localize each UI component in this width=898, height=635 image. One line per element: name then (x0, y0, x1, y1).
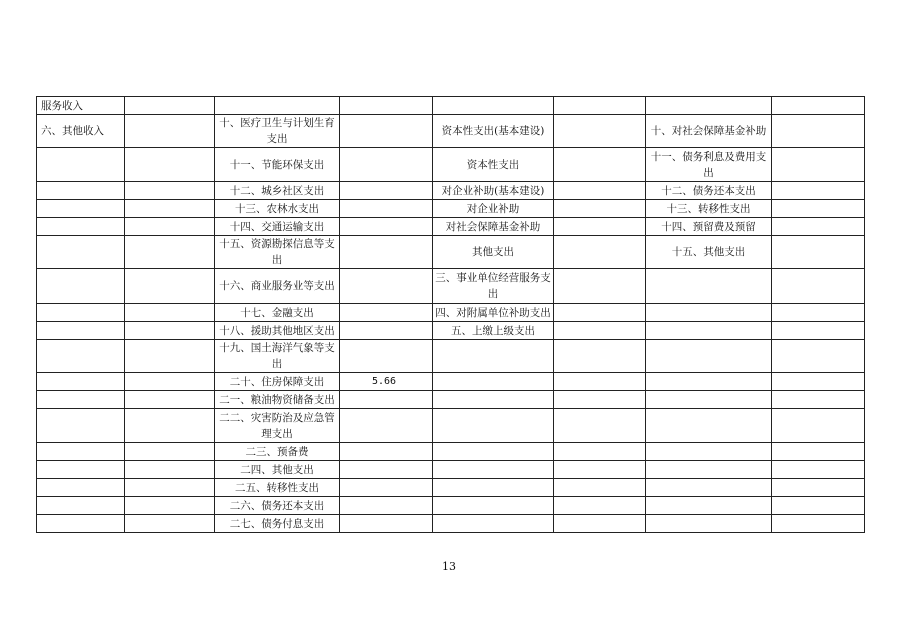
economic-amount-cell (554, 391, 646, 409)
table-row (37, 304, 865, 322)
fund-amount-cell (772, 409, 865, 443)
economic-item-cell: 五、上缴上级支出 (433, 322, 554, 340)
fund-amount-cell (772, 182, 865, 200)
income-amount-cell (125, 148, 215, 182)
fund-item-cell: 十五、其他支出 (646, 236, 772, 269)
table-row (37, 97, 865, 115)
economic-item-cell (433, 391, 554, 409)
economic-amount-cell (554, 218, 646, 236)
table-row (37, 373, 865, 391)
table-row (37, 391, 865, 409)
expense-amount-cell (340, 115, 433, 148)
fund-amount-cell (772, 340, 865, 373)
fund-item-cell (646, 409, 772, 443)
economic-amount-cell (554, 115, 646, 148)
fund-amount-cell (772, 461, 865, 479)
fund-amount-cell (772, 373, 865, 391)
income-item-cell (37, 269, 125, 304)
income-item-cell: 服务收入 (37, 97, 125, 115)
economic-item-cell (433, 461, 554, 479)
income-amount-cell (125, 115, 215, 148)
income-item-cell (37, 479, 125, 497)
expense-amount-cell (340, 200, 433, 218)
expense-amount-cell (340, 182, 433, 200)
table-row (37, 200, 865, 218)
expense-amount-cell (340, 409, 433, 443)
fund-item-cell: 十二、债务还本支出 (646, 182, 772, 200)
expense-category-cell: 十四、交通运输支出 (215, 218, 340, 236)
page-number: 13 (442, 560, 456, 573)
expense-category-cell: 十二、城乡社区支出 (215, 182, 340, 200)
income-amount-cell (125, 97, 215, 115)
economic-item-cell: 对社会保障基金补助 (433, 218, 554, 236)
income-amount-cell (125, 236, 215, 269)
fund-item-cell: 十三、转移性支出 (646, 200, 772, 218)
economic-amount-cell (554, 443, 646, 461)
expense-category-cell: 十五、资源勘探信息等支出 (215, 236, 340, 269)
economic-amount-cell (554, 322, 646, 340)
income-amount-cell (125, 461, 215, 479)
income-item-cell (37, 322, 125, 340)
table-row (37, 218, 865, 236)
expense-amount-cell (340, 497, 433, 515)
fund-amount-cell (772, 269, 865, 304)
income-amount-cell (125, 269, 215, 304)
economic-item-cell: 四、对附属单位补助支出 (433, 304, 554, 322)
table-row (37, 236, 865, 269)
economic-item-cell (433, 409, 554, 443)
income-amount-cell (125, 340, 215, 373)
expense-amount-cell (340, 443, 433, 461)
income-item-cell (37, 443, 125, 461)
fund-amount-cell (772, 218, 865, 236)
fund-item-cell (646, 443, 772, 461)
expense-category-cell: 二四、其他支出 (215, 461, 340, 479)
expense-amount-cell (340, 515, 433, 533)
income-amount-cell (125, 322, 215, 340)
fund-item-cell (646, 515, 772, 533)
fund-amount-cell (772, 515, 865, 533)
income-item-cell (37, 409, 125, 443)
income-item-cell (37, 515, 125, 533)
economic-amount-cell (554, 182, 646, 200)
table-row (37, 497, 865, 515)
income-item-cell (37, 391, 125, 409)
fund-amount-cell (772, 115, 865, 148)
table-row (37, 461, 865, 479)
table-row (37, 340, 865, 373)
income-item-cell (37, 304, 125, 322)
expense-amount-cell (340, 391, 433, 409)
income-amount-cell (125, 497, 215, 515)
table-row (37, 443, 865, 461)
income-item-cell (37, 148, 125, 182)
economic-item-cell (433, 373, 554, 391)
expense-category-cell: 十、医疗卫生与计划生育支出 (215, 115, 340, 148)
income-amount-cell (125, 391, 215, 409)
fund-item-cell (646, 304, 772, 322)
expense-category-cell: 十六、商业服务业等支出 (215, 269, 340, 304)
economic-amount-cell (554, 479, 646, 497)
table-row (37, 148, 865, 182)
economic-item-cell (433, 515, 554, 533)
income-amount-cell (125, 304, 215, 322)
table-row (37, 479, 865, 497)
income-item-cell (37, 218, 125, 236)
income-amount-cell (125, 200, 215, 218)
expense-amount-cell (340, 218, 433, 236)
expense-amount-cell: 5.66 (340, 373, 433, 391)
economic-item-cell: 三、事业单位经营服务支出 (433, 269, 554, 304)
economic-amount-cell (554, 148, 646, 182)
income-item-cell (37, 200, 125, 218)
fund-item-cell (646, 269, 772, 304)
fund-item-cell (646, 479, 772, 497)
economic-amount-cell (554, 497, 646, 515)
fund-amount-cell (772, 148, 865, 182)
expense-category-cell: 十九、国土海洋气象等支出 (215, 340, 340, 373)
table-row (37, 269, 865, 304)
economic-amount-cell (554, 304, 646, 322)
economic-amount-cell (554, 373, 646, 391)
fund-item-cell (646, 461, 772, 479)
economic-item-cell: 资本性支出 (433, 148, 554, 182)
income-amount-cell (125, 443, 215, 461)
economic-amount-cell (554, 409, 646, 443)
fund-item-cell (646, 391, 772, 409)
fund-item-cell: 十一、债务利息及费用支出 (646, 148, 772, 182)
economic-amount-cell (554, 461, 646, 479)
expense-amount-cell (340, 269, 433, 304)
economic-amount-cell (554, 200, 646, 218)
expense-amount-cell (340, 322, 433, 340)
table-body (37, 97, 865, 533)
fund-amount-cell (772, 479, 865, 497)
economic-item-cell: 其他支出 (433, 236, 554, 269)
income-item-cell: 六、其他收入 (37, 115, 125, 148)
fund-item-cell (646, 497, 772, 515)
economic-amount-cell (554, 340, 646, 373)
economic-amount-cell (554, 97, 646, 115)
table-row (37, 182, 865, 200)
fund-amount-cell (772, 443, 865, 461)
economic-item-cell: 对企业补助(基本建设) (433, 182, 554, 200)
fund-item-cell: 十、对社会保障基金补助 (646, 115, 772, 148)
expense-category-cell: 二六、债务还本支出 (215, 497, 340, 515)
expense-amount-cell (340, 340, 433, 373)
expense-category-cell: 二三、预备费 (215, 443, 340, 461)
fund-item-cell (646, 340, 772, 373)
expense-category-cell: 十七、金融支出 (215, 304, 340, 322)
income-item-cell (37, 497, 125, 515)
expense-amount-cell (340, 236, 433, 269)
economic-item-cell (433, 97, 554, 115)
income-amount-cell (125, 515, 215, 533)
income-item-cell (37, 236, 125, 269)
economic-item-cell (433, 340, 554, 373)
expense-category-cell: 二二、灾害防治及应急管理支出 (215, 409, 340, 443)
fund-item-cell: 十四、预留费及预留 (646, 218, 772, 236)
income-item-cell (37, 340, 125, 373)
expense-category-cell: 二一、粮油物资储备支出 (215, 391, 340, 409)
table-row (37, 515, 865, 533)
expense-category-cell: 二十、住房保障支出 (215, 373, 340, 391)
economic-amount-cell (554, 515, 646, 533)
expense-category-cell: 十八、援助其他地区支出 (215, 322, 340, 340)
economic-item-cell (433, 497, 554, 515)
income-item-cell (37, 373, 125, 391)
economic-amount-cell (554, 269, 646, 304)
fund-amount-cell (772, 236, 865, 269)
expense-category-cell: 二五、转移性支出 (215, 479, 340, 497)
fund-item-cell (646, 322, 772, 340)
expense-amount-cell (340, 97, 433, 115)
expense-category-cell: 十一、节能环保支出 (215, 148, 340, 182)
fund-item-cell (646, 97, 772, 115)
table-row (37, 409, 865, 443)
economic-item-cell: 资本性支出(基本建设) (433, 115, 554, 148)
fund-amount-cell (772, 97, 865, 115)
fund-amount-cell (772, 322, 865, 340)
expense-amount-cell (340, 304, 433, 322)
expense-category-cell: 二七、债务付息支出 (215, 515, 340, 533)
expense-amount-cell (340, 461, 433, 479)
economic-item-cell (433, 479, 554, 497)
fund-amount-cell (772, 391, 865, 409)
expense-amount-cell (340, 479, 433, 497)
income-amount-cell (125, 373, 215, 391)
expense-category-cell (215, 97, 340, 115)
expense-amount-cell (340, 148, 433, 182)
economic-amount-cell (554, 236, 646, 269)
economic-item-cell: 对企业补助 (433, 200, 554, 218)
income-item-cell (37, 461, 125, 479)
income-item-cell (37, 182, 125, 200)
fund-amount-cell (772, 304, 865, 322)
table-row (37, 322, 865, 340)
budget-table (36, 96, 865, 533)
income-amount-cell (125, 409, 215, 443)
fund-amount-cell (772, 497, 865, 515)
table-row (37, 115, 865, 148)
fund-amount-cell (772, 200, 865, 218)
fund-item-cell (646, 373, 772, 391)
income-amount-cell (125, 182, 215, 200)
income-amount-cell (125, 479, 215, 497)
economic-item-cell (433, 443, 554, 461)
expense-category-cell: 十三、农林水支出 (215, 200, 340, 218)
income-amount-cell (125, 218, 215, 236)
